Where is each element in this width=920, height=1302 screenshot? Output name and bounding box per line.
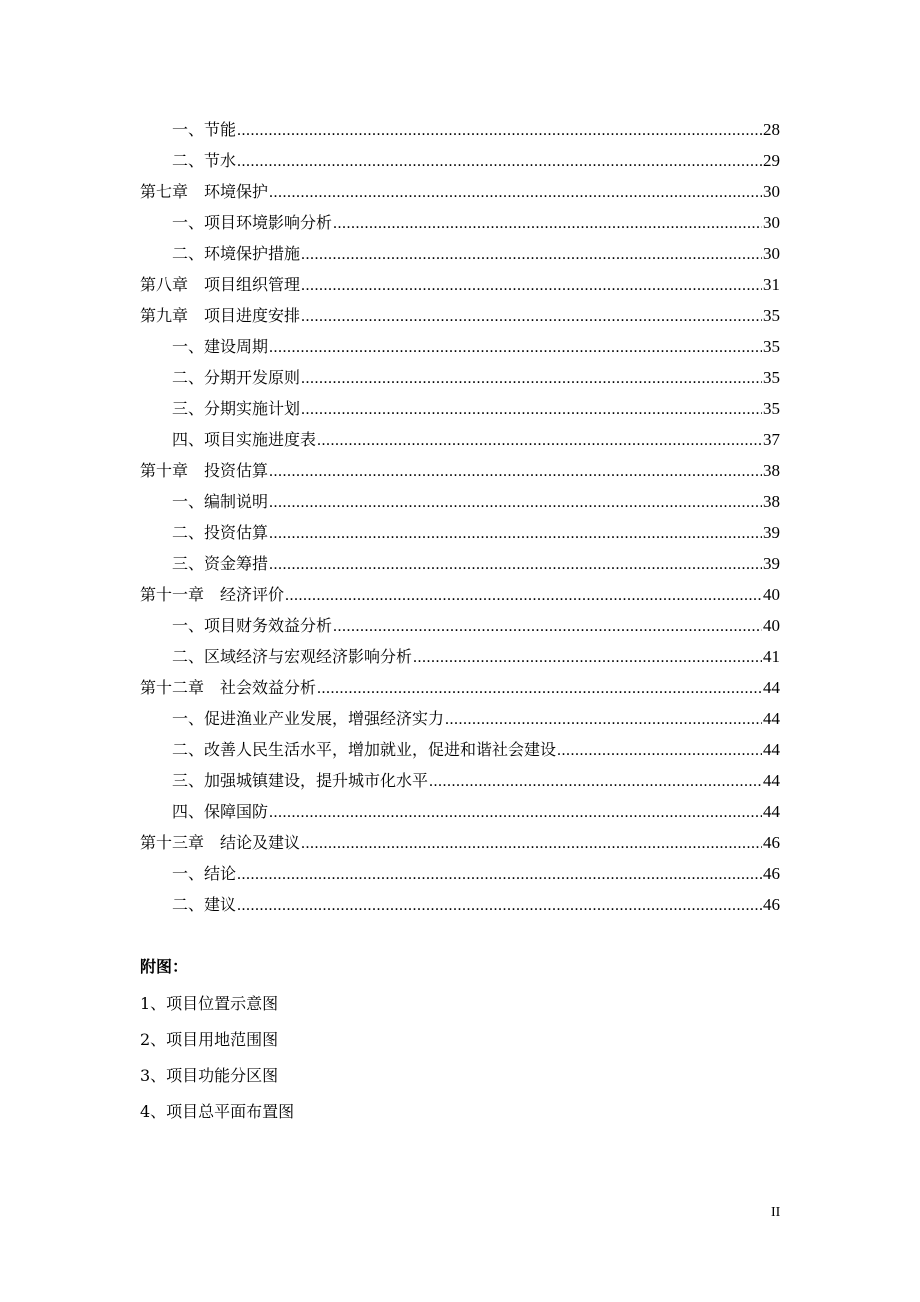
toc-entry-page: 38 bbox=[763, 492, 780, 511]
toc-entry[interactable] bbox=[0, 548, 920, 579]
toc-entry-line bbox=[172, 641, 780, 673]
toc-dot-leader bbox=[301, 239, 762, 270]
toc-entry-line bbox=[172, 765, 780, 797]
toc-entry[interactable] bbox=[0, 610, 920, 641]
toc-entry-line bbox=[140, 579, 780, 611]
page-number: II bbox=[771, 1205, 781, 1220]
toc-entry-page: 46 bbox=[763, 833, 780, 852]
toc-entry-line bbox=[172, 486, 780, 518]
toc-entry-title: 二、分期开发原则 bbox=[172, 368, 301, 387]
toc-entry-title: 三、分期实施计划 bbox=[172, 399, 301, 418]
toc-entry-page: 41 bbox=[763, 647, 780, 666]
toc-dot-leader bbox=[269, 332, 762, 363]
appendix-item: 3、项目功能分区图 bbox=[140, 1066, 279, 1085]
toc-entry[interactable] bbox=[0, 486, 920, 517]
toc-entry[interactable] bbox=[0, 362, 920, 393]
toc-dot-leader bbox=[413, 642, 762, 673]
toc-entry[interactable] bbox=[0, 145, 920, 176]
toc-entry-page: 30 bbox=[763, 244, 780, 263]
toc-entry[interactable] bbox=[0, 703, 920, 734]
toc-entry-line bbox=[172, 610, 780, 642]
toc-entry-title: 一、编制说明 bbox=[172, 492, 269, 511]
toc-entry-page: 40 bbox=[763, 585, 780, 604]
toc-entry[interactable] bbox=[0, 114, 920, 145]
table-of-contents bbox=[0, 114, 920, 920]
toc-entry-title: 第十三章 结论及建议 bbox=[140, 833, 301, 852]
toc-dot-leader bbox=[269, 456, 762, 487]
toc-dot-leader bbox=[285, 580, 762, 611]
toc-entry-page: 46 bbox=[763, 864, 780, 883]
toc-entry[interactable] bbox=[0, 765, 920, 796]
toc-entry-page: 39 bbox=[763, 523, 780, 542]
toc-entry[interactable] bbox=[0, 393, 920, 424]
appendix-figures bbox=[140, 950, 740, 1130]
toc-entry-title: 一、项目财务效益分析 bbox=[172, 616, 333, 635]
toc-dot-leader bbox=[557, 735, 762, 766]
toc-entry[interactable] bbox=[0, 672, 920, 703]
toc-entry[interactable] bbox=[0, 300, 920, 331]
toc-entry-title: 一、促进渔业产业发展，增强经济实力 bbox=[172, 709, 445, 728]
toc-entry-title: 二、区域经济与宏观经济影响分析 bbox=[172, 647, 413, 666]
toc-dot-leader bbox=[333, 611, 762, 642]
toc-entry-title: 一、结论 bbox=[172, 864, 237, 883]
toc-entry[interactable] bbox=[0, 734, 920, 765]
toc-dot-leader bbox=[237, 859, 762, 890]
appendix-item: 2、项目用地范围图 bbox=[140, 1030, 279, 1049]
toc-entry-line bbox=[172, 238, 780, 270]
toc-entry-title: 一、建设周期 bbox=[172, 337, 269, 356]
toc-entry-line bbox=[140, 269, 780, 301]
toc-entry-page: 30 bbox=[763, 213, 780, 232]
toc-entry[interactable] bbox=[0, 269, 920, 300]
toc-entry-title: 三、资金筹措 bbox=[172, 554, 269, 573]
toc-entry-page: 29 bbox=[763, 151, 780, 170]
toc-entry[interactable] bbox=[0, 641, 920, 672]
toc-entry-line bbox=[172, 796, 780, 828]
toc-entry-line bbox=[172, 858, 780, 890]
toc-entry[interactable] bbox=[0, 827, 920, 858]
toc-dot-leader bbox=[317, 425, 762, 456]
toc-entry-title: 四、项目实施进度表 bbox=[172, 430, 317, 449]
toc-entry-page: 35 bbox=[763, 368, 780, 387]
toc-dot-leader bbox=[269, 487, 762, 518]
toc-entry[interactable] bbox=[0, 796, 920, 827]
toc-entry-page: 44 bbox=[763, 740, 780, 759]
toc-entry-page: 38 bbox=[763, 461, 780, 480]
toc-entry-title: 一、节能 bbox=[172, 120, 237, 139]
toc-entry-page: 44 bbox=[763, 802, 780, 821]
toc-entry-title: 二、节水 bbox=[172, 151, 237, 170]
toc-entry-title: 二、建议 bbox=[172, 895, 237, 914]
toc-entry-page: 35 bbox=[763, 306, 780, 325]
toc-entry-page: 39 bbox=[763, 554, 780, 573]
toc-entry-page: 44 bbox=[763, 678, 780, 697]
toc-dot-leader bbox=[301, 828, 762, 859]
toc-entry-line bbox=[172, 703, 780, 735]
toc-dot-leader bbox=[317, 673, 762, 704]
toc-entry-line bbox=[140, 827, 780, 859]
toc-entry-page: 35 bbox=[763, 399, 780, 418]
toc-entry-page: 31 bbox=[763, 275, 780, 294]
toc-entry[interactable] bbox=[0, 238, 920, 269]
toc-entry-title: 三、加强城镇建设，提升城市化水平 bbox=[172, 771, 429, 790]
toc-entry-title: 二、环境保护措施 bbox=[172, 244, 301, 263]
toc-entry-page: 37 bbox=[763, 430, 780, 449]
toc-entry-line bbox=[140, 672, 780, 704]
toc-dot-leader bbox=[301, 363, 762, 394]
toc-entry-title: 第十章 投资估算 bbox=[140, 461, 269, 480]
toc-entry-line bbox=[172, 145, 780, 177]
toc-entry-title: 第九章 项目进度安排 bbox=[140, 306, 301, 325]
toc-entry-line bbox=[140, 455, 780, 487]
toc-dot-leader bbox=[237, 115, 762, 146]
toc-entry-title: 二、投资估算 bbox=[172, 523, 269, 542]
toc-entry[interactable] bbox=[0, 424, 920, 455]
toc-entry[interactable] bbox=[0, 207, 920, 238]
toc-dot-leader bbox=[269, 518, 762, 549]
toc-entry-line bbox=[172, 889, 780, 921]
toc-entry-line bbox=[172, 517, 780, 549]
toc-entry-line bbox=[172, 424, 780, 456]
toc-dot-leader bbox=[301, 270, 762, 301]
toc-dot-leader bbox=[333, 208, 762, 239]
appendix-title: 附图： bbox=[140, 957, 189, 976]
toc-dot-leader bbox=[269, 797, 762, 828]
toc-entry[interactable] bbox=[0, 517, 920, 548]
toc-dot-leader bbox=[269, 549, 762, 580]
toc-dot-leader bbox=[301, 301, 762, 332]
toc-entry-line bbox=[172, 393, 780, 425]
toc-entry-title: 第十二章 社会效益分析 bbox=[140, 678, 317, 697]
appendix-item: 4、项目总平面布置图 bbox=[140, 1102, 295, 1121]
toc-entry-title: 一、项目环境影响分析 bbox=[172, 213, 333, 232]
toc-entry-line bbox=[172, 114, 780, 146]
toc-entry-line bbox=[172, 548, 780, 580]
toc-entry-page: 35 bbox=[763, 337, 780, 356]
toc-entry-page: 28 bbox=[763, 120, 780, 139]
toc-entry-line bbox=[140, 300, 780, 332]
toc-entry-line bbox=[172, 362, 780, 394]
toc-entry[interactable] bbox=[0, 889, 920, 920]
toc-entry-page: 44 bbox=[763, 771, 780, 790]
toc-dot-leader bbox=[237, 146, 762, 177]
toc-dot-leader bbox=[301, 394, 762, 425]
toc-entry[interactable] bbox=[0, 858, 920, 889]
toc-entry[interactable] bbox=[0, 331, 920, 362]
toc-entry-page: 30 bbox=[763, 182, 780, 201]
toc-entry[interactable] bbox=[0, 176, 920, 207]
toc-entry[interactable] bbox=[0, 455, 920, 486]
toc-entry-title: 第十一章 经济评价 bbox=[140, 585, 285, 604]
toc-entry-line bbox=[140, 176, 780, 208]
toc-entry-title: 第八章 项目组织管理 bbox=[140, 275, 301, 294]
toc-entry-title: 第七章 环境保护 bbox=[140, 182, 269, 201]
toc-entry[interactable] bbox=[0, 579, 920, 610]
toc-entry-page: 40 bbox=[763, 616, 780, 635]
toc-entry-title: 二、改善人民生活水平，增加就业，促进和谐社会建设 bbox=[172, 740, 557, 759]
toc-entry-line bbox=[172, 331, 780, 363]
toc-entry-line bbox=[172, 207, 780, 239]
toc-dot-leader bbox=[237, 890, 762, 921]
appendix-item: 1、项目位置示意图 bbox=[140, 994, 279, 1013]
toc-entry-page: 44 bbox=[763, 709, 780, 728]
toc-entry-line bbox=[172, 734, 780, 766]
toc-dot-leader bbox=[429, 766, 762, 797]
toc-dot-leader bbox=[269, 177, 762, 208]
toc-entry-title: 四、保障国防 bbox=[172, 802, 269, 821]
toc-entry-page: 46 bbox=[763, 895, 780, 914]
toc-dot-leader bbox=[445, 704, 762, 735]
